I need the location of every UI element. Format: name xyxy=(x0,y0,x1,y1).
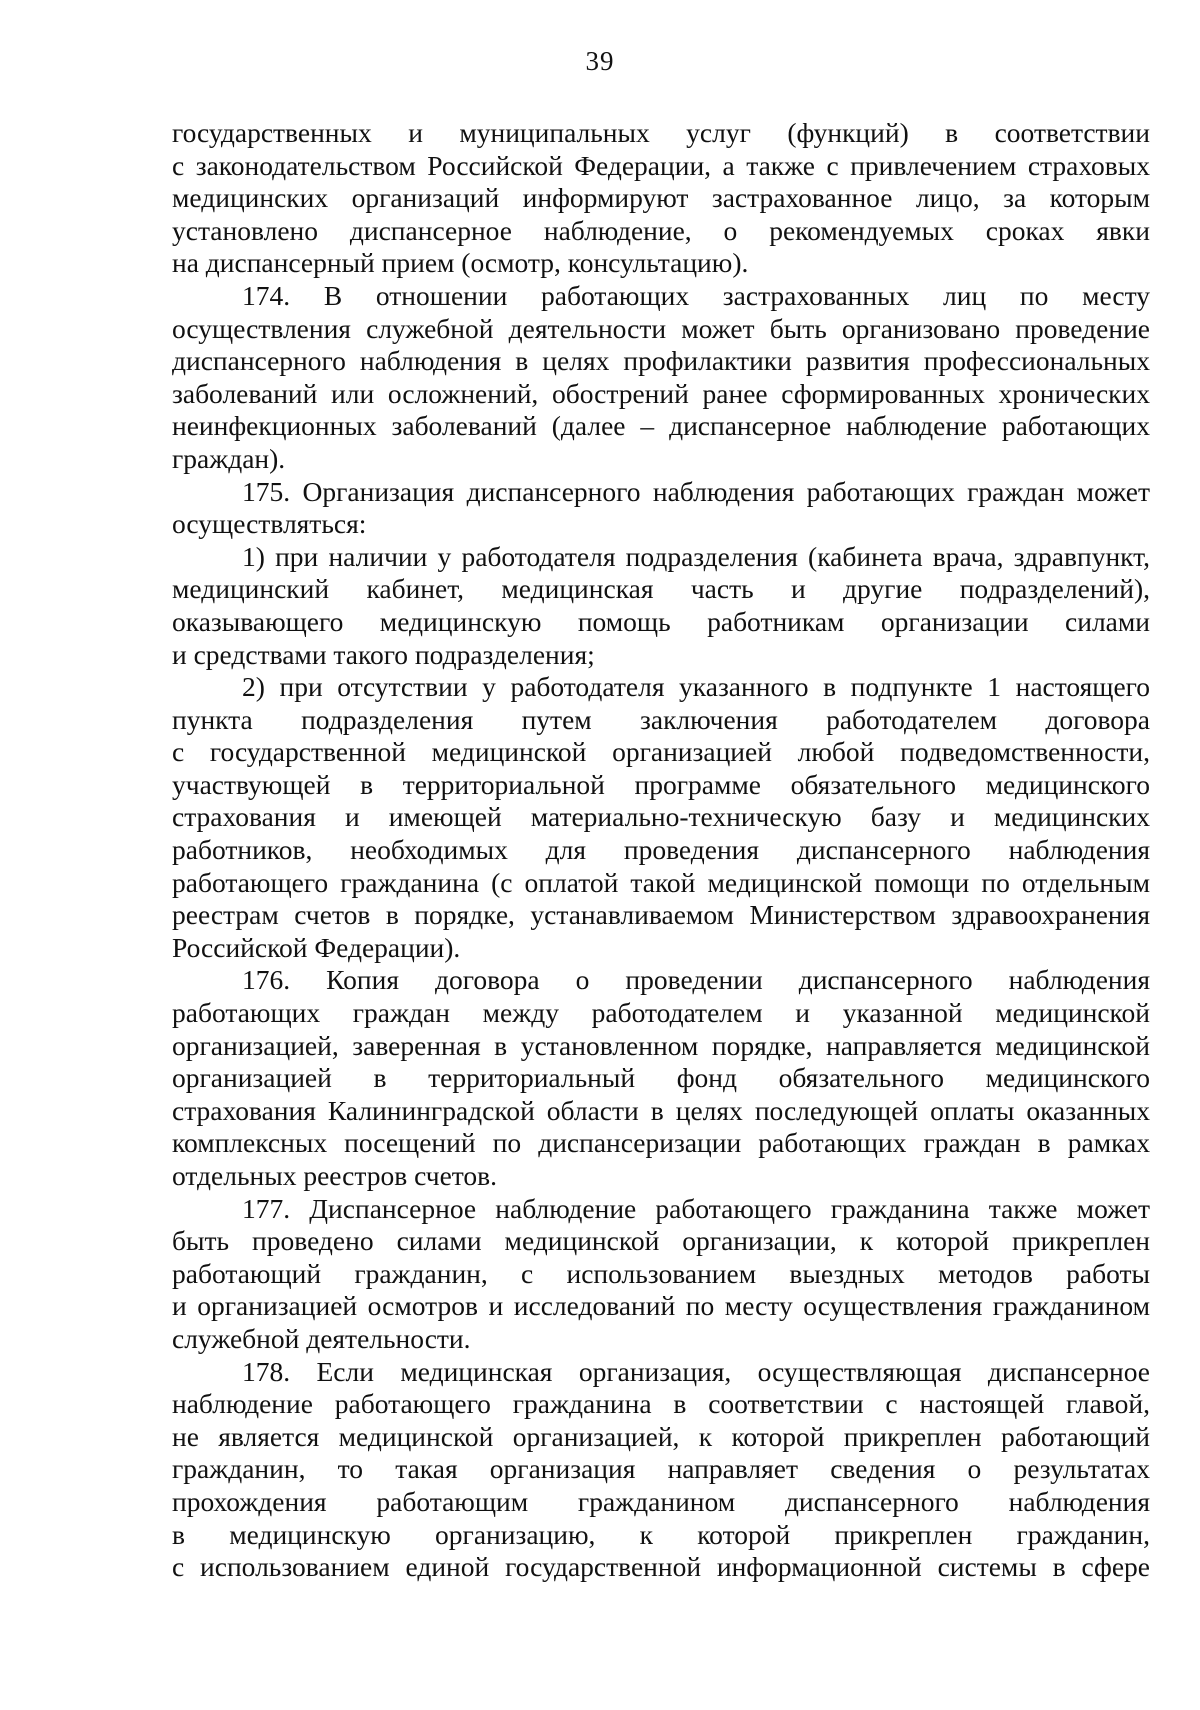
text-line: с государственной медицинской организацией любой подведомственности, xyxy=(172,736,1150,768)
text-line: пункта подразделения путем заключения работодателем договора xyxy=(172,703,1150,735)
text-line: организацией, заверенная в установленном порядке, направляется медицинской xyxy=(172,1029,1150,1061)
subpoint-1 xyxy=(172,541,1150,671)
text-line: 175. Организация диспансерного наблюдения работающих граждан может xyxy=(242,475,1150,507)
text-line: служебной деятельности. xyxy=(172,1322,471,1354)
paragraph-175 xyxy=(172,476,1150,541)
text-line: 2) при отсутствии у работодателя указанного в подпункте 1 настоящего xyxy=(242,671,1150,703)
page-number: 39 xyxy=(585,46,615,76)
text-line: Российской Федерации). xyxy=(172,931,461,963)
text-line: осуществления служебной деятельности может быть организовано проведение xyxy=(172,312,1150,344)
text-line: 176. Копия договора о проведении диспансерного наблюдения xyxy=(242,964,1150,996)
subpoint-2 xyxy=(172,671,1150,964)
text-line: осуществляться: xyxy=(172,508,367,540)
text-line: граждан). xyxy=(172,442,286,474)
text-line: 1) при наличии у работодателя подразделения (кабинета врача, здравпункт, xyxy=(242,540,1150,572)
text-line: работающих граждан между работодателем и указанной медицинской xyxy=(172,997,1150,1029)
text-line: работников, необходимых для проведения диспансерного наблюдения xyxy=(172,834,1150,866)
text-line: работающий гражданин, с использованием выездных методов работы xyxy=(172,1257,1150,1289)
text-line: медицинский кабинет, медицинская часть и другие подразделений), xyxy=(172,573,1150,605)
document-body xyxy=(172,117,1150,1584)
text-line: заболеваний или осложнений, обострений ранее сформированных хронических xyxy=(172,377,1150,409)
text-line: быть проведено силами медицинской организации, к которой прикреплен xyxy=(172,1225,1150,1257)
text-line: в медицинскую организацию, к которой прикреплен гражданин, xyxy=(172,1518,1150,1550)
text-line: неинфекционных заболеваний (далее – диспансерное наблюдение работающих xyxy=(172,410,1150,442)
text-line: оказывающего медицинскую помощь работникам организации силами xyxy=(172,605,1150,637)
text-line: организацией в территориальный фонд обязательного медицинского xyxy=(172,1062,1150,1094)
text-line: реестрам счетов в порядке, устанавливаемом Министерством здравоохранения xyxy=(172,899,1150,931)
text-line: 178. Если медицинская организация, осуществляющая диспансерное xyxy=(242,1355,1150,1387)
text-line: наблюдение работающего гражданина в соответствии с настоящей главой, xyxy=(172,1388,1150,1420)
text-line: диспансерного наблюдения в целях профилактики развития профессиональных xyxy=(172,345,1150,377)
paragraph-continuation xyxy=(172,117,1150,280)
text-line: с использованием единой государственной информационной системы в сфере xyxy=(172,1551,1150,1583)
text-line: на диспансерный прием (осмотр, консультацию). xyxy=(172,247,749,279)
text-line: прохождения работающим гражданином диспансерного наблюдения xyxy=(172,1485,1150,1517)
paragraph-176 xyxy=(172,964,1150,1192)
text-line: государственных и муниципальных услуг (функций) в соответствии xyxy=(172,117,1150,148)
text-line: и средствами такого подразделения; xyxy=(172,638,595,670)
text-line: участвующей в территориальной программе обязательного медицинского xyxy=(172,768,1150,800)
text-line: не является медицинской организацией, к которой прикреплен работающий xyxy=(172,1420,1150,1452)
text-line: 174. В отношении работающих застрахованных лиц по месту xyxy=(242,279,1150,311)
paragraph-174 xyxy=(172,280,1150,476)
text-line: отдельных реестров счетов. xyxy=(172,1160,498,1191)
paragraph-177 xyxy=(172,1193,1150,1356)
text-line: страхования и имеющей материально-техническую базу и медицинских xyxy=(172,801,1150,833)
text-line: и организацией осмотров и исследований по месту осуществления гражданином xyxy=(172,1290,1150,1322)
text-line: страхования Калининградской области в целях последующей оплаты оказанных xyxy=(172,1094,1150,1126)
text-line: установлено диспансерное наблюдение, о рекомендуемых сроках явки xyxy=(172,214,1150,246)
text-line: комплексных посещений по диспансеризации работающих граждан в рамках xyxy=(172,1127,1150,1159)
text-line: работающего гражданина (с оплатой такой медицинской помощи по отдельным xyxy=(172,866,1150,898)
text-line: 177. Диспансерное наблюдение работающего гражданина также может xyxy=(242,1192,1150,1224)
text-line: с законодательством Российской Федерации, а также с привлечением страховых xyxy=(172,149,1150,181)
paragraph-178 xyxy=(172,1356,1150,1584)
text-line: гражданин, то такая организация направляет сведения о результатах xyxy=(172,1453,1150,1485)
text-line: медицинских организаций информируют застрахованное лицо, за которым xyxy=(172,182,1150,214)
